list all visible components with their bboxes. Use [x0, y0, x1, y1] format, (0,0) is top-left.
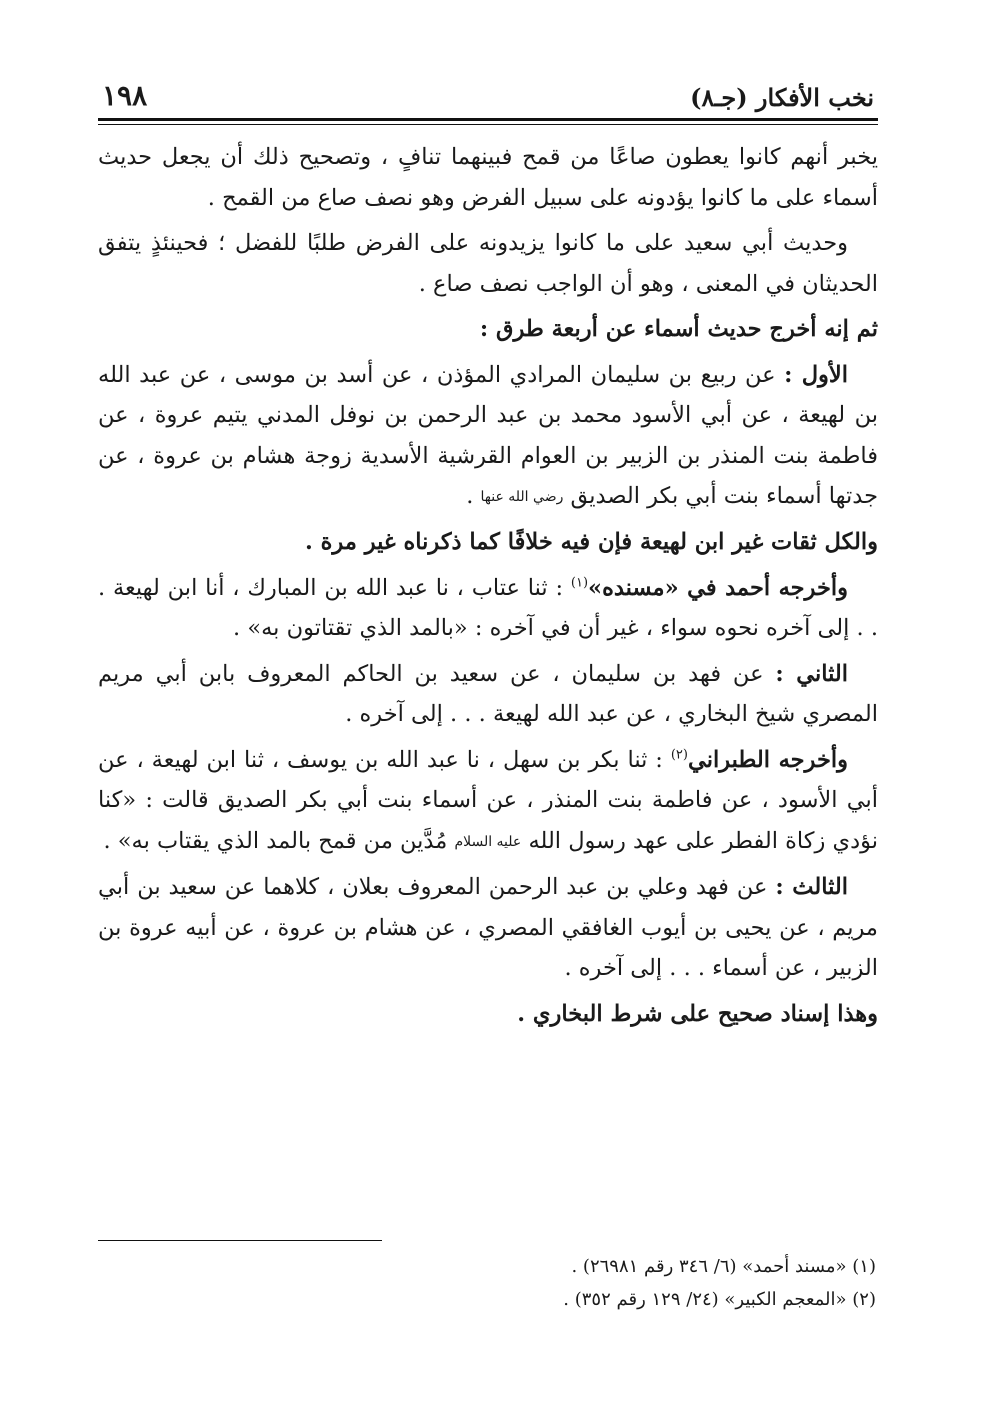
- third-route-label: الثالث :: [775, 874, 848, 900]
- first-route-label: الأول :: [784, 361, 848, 388]
- footnote-ref-1[interactable]: (١): [570, 575, 589, 591]
- honorific-glyph: عليه السلام: [454, 833, 522, 850]
- third-route-text: عن فهد وعلي بن عبد الرحمن المعروف بعلان ، كلاهما عن سعيد بن أبي مريم ، عن يحيى بن أيوب الغافقي المصري ، عن هشام بن عروة ، عن أبيه عروة بن الزبير ، عن أسماء . . . إلى آخره .: [98, 874, 878, 981]
- ahmad-lead: وأخرجه أحمد في «مسنده»: [588, 574, 848, 601]
- page-number: ١٩٨: [102, 79, 148, 112]
- footnote-1: (١) «مسند أحمد» (٦/ ٣٤٦ رقم ٢٦٩٨١) .: [571, 1256, 876, 1277]
- tabarani-lead: وأخرجه الطبراني: [687, 746, 848, 773]
- running-title: نخب الأفكار (جـ٨): [690, 83, 874, 112]
- second-route-label: الثاني :: [775, 660, 848, 687]
- page-header: [98, 60, 878, 112]
- paragraph-ahmad: [98, 568, 878, 649]
- header-rule-thin: [98, 124, 878, 125]
- paragraph-second-route: [98, 654, 878, 735]
- paragraph-2: وحديث أبي سعيد على ما كانوا يزيدونه على الفرض طلبًا للفضل ؛ فحينئذٍ يتفق الحديثان في المعنى ، وهو أن الواجب نصف صاع .: [98, 230, 878, 297]
- header-rule-thick: [98, 118, 878, 121]
- paragraph-narrators-note: والكل ثقات غير ابن لهيعة فإن فيه خلافًا كما ذكرناه غير مرة .: [304, 529, 878, 556]
- section-heading: ثم إنه أخرج حديث أسماء عن أربعة طرق :: [479, 316, 878, 342]
- first-route-end: .: [466, 483, 481, 509]
- footnote-ref-2[interactable]: (٢): [670, 747, 688, 763]
- tabarani-text: : ثنا بكر بن سهل ، نا عبد الله بن يوسف ، ثنا ابن لهيعة ، عن أبي الأسود ، عن فاطمة بنت المنذر ، عن أسماء بنت أبي بكر الصديق قالت : «كنا نؤدي زكاة الفطر على عهد رسول الله: [98, 746, 878, 854]
- footnotes: [98, 1250, 878, 1316]
- paragraph-conclusion: وهذا إسناد صحيح على شرط البخاري .: [517, 1000, 878, 1027]
- first-route-text: عن ربيع بن سليمان المرادي المؤذن ، عن أسد بن موسى ، عن عبد الله بن لهيعة ، عن أبي الأسود محمد بن عبد الرحمن بن نوفل المدني يتيم عروة ، عن فاطمة بنت المنذر بن الزبير بن العوام القرشية الأسدية زوجة هشام بن عروة ، عن جدتها أسماء بنت أبي بكر الصديق: [98, 361, 878, 509]
- main-text: [98, 137, 878, 1034]
- honorific-glyph: رضي الله عنها: [480, 488, 564, 505]
- footnote-2: (٢) «المعجم الكبير» (٢٤/ ١٢٩ رقم ٣٥٢) .: [563, 1289, 876, 1310]
- paragraph-first-route: [98, 355, 878, 518]
- paragraph-1: يخبر أنهم كانوا يعطون صاعًا من قمح فبينهما تنافٍ ، وتصحيح ذلك أن يجعل حديث أسماء على ما كانوا يؤدونه على سبيل الفرض وهو نصف صاع من القمح .: [98, 144, 878, 211]
- ahmad-text: : ثنا عتاب ، نا عبد الله بن المبارك ، أنا ابن لهيعة . . . إلى آخره نحوه سواء ، غير أن في آخره : «بالمد الذي تقتاتون به» .: [98, 574, 878, 642]
- second-route-text: عن فهد بن سليمان ، عن سعيد بن الحاكم المعروف بابن أبي مريم المصري شيخ البخاري ، عن عبد الله لهيعة . . . إلى آخره .: [98, 660, 878, 728]
- paragraph-third-route: [98, 867, 878, 989]
- paragraph-tabarani: [98, 740, 878, 862]
- page: [98, 60, 878, 1039]
- footnote-separator: [98, 1240, 382, 1241]
- tabarani-end: مُدَّين من قمح بالمد الذي يقتاب به» .: [103, 827, 455, 854]
